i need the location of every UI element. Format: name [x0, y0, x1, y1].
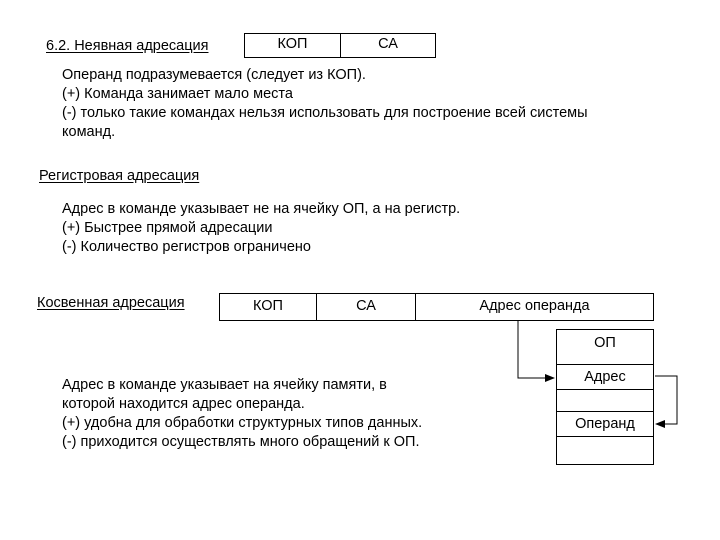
format-field-operand-address: Адрес операнда — [479, 298, 590, 314]
register-line-2: (+) Быстрее прямой адресации — [62, 220, 273, 236]
implicit-heading: 6.2. Неявная адресация — [46, 38, 209, 54]
format-field-opcode: КОП — [277, 36, 308, 52]
implicit-line-4: команд. — [62, 124, 116, 140]
indirect-arrow — [655, 376, 677, 424]
indirect-line-4: (-) приходится осуществлять много обращений к ОП. — [62, 434, 420, 450]
implicit-line-1: Операнд подразумевается (следует из КОП). — [62, 67, 366, 83]
memory-cell-operand: Операнд — [575, 416, 635, 432]
format-field-ca: СА — [356, 298, 376, 314]
register-line-3: (-) Количество регистров ограничено — [62, 239, 311, 255]
pointer-arrow — [518, 321, 554, 378]
indirect-line-1: Адрес в команде указывает на ячейку памяти, в — [62, 377, 387, 393]
memory-cell-address: Адрес — [584, 369, 626, 385]
indirect-line-2: которой находится адрес операнда. — [62, 396, 305, 412]
register-line-1: Адрес в команде указывает не на ячейку ОП, а на регистр. — [62, 201, 461, 217]
indirect-line-3: (+) удобна для обработки структурных типов данных. — [62, 415, 423, 431]
implicit-line-3: (-) только такие командах нельзя использовать для построение всей системы — [62, 105, 588, 121]
implicit-line-2: (+) Команда занимает мало места — [62, 86, 293, 102]
format-field-opcode: КОП — [253, 298, 283, 314]
indirect-heading: Косвенная адресация — [37, 295, 185, 311]
memory-title: ОП — [594, 335, 616, 351]
register-heading: Регистровая адресация — [39, 168, 200, 184]
format-field-ca: СА — [378, 36, 398, 52]
